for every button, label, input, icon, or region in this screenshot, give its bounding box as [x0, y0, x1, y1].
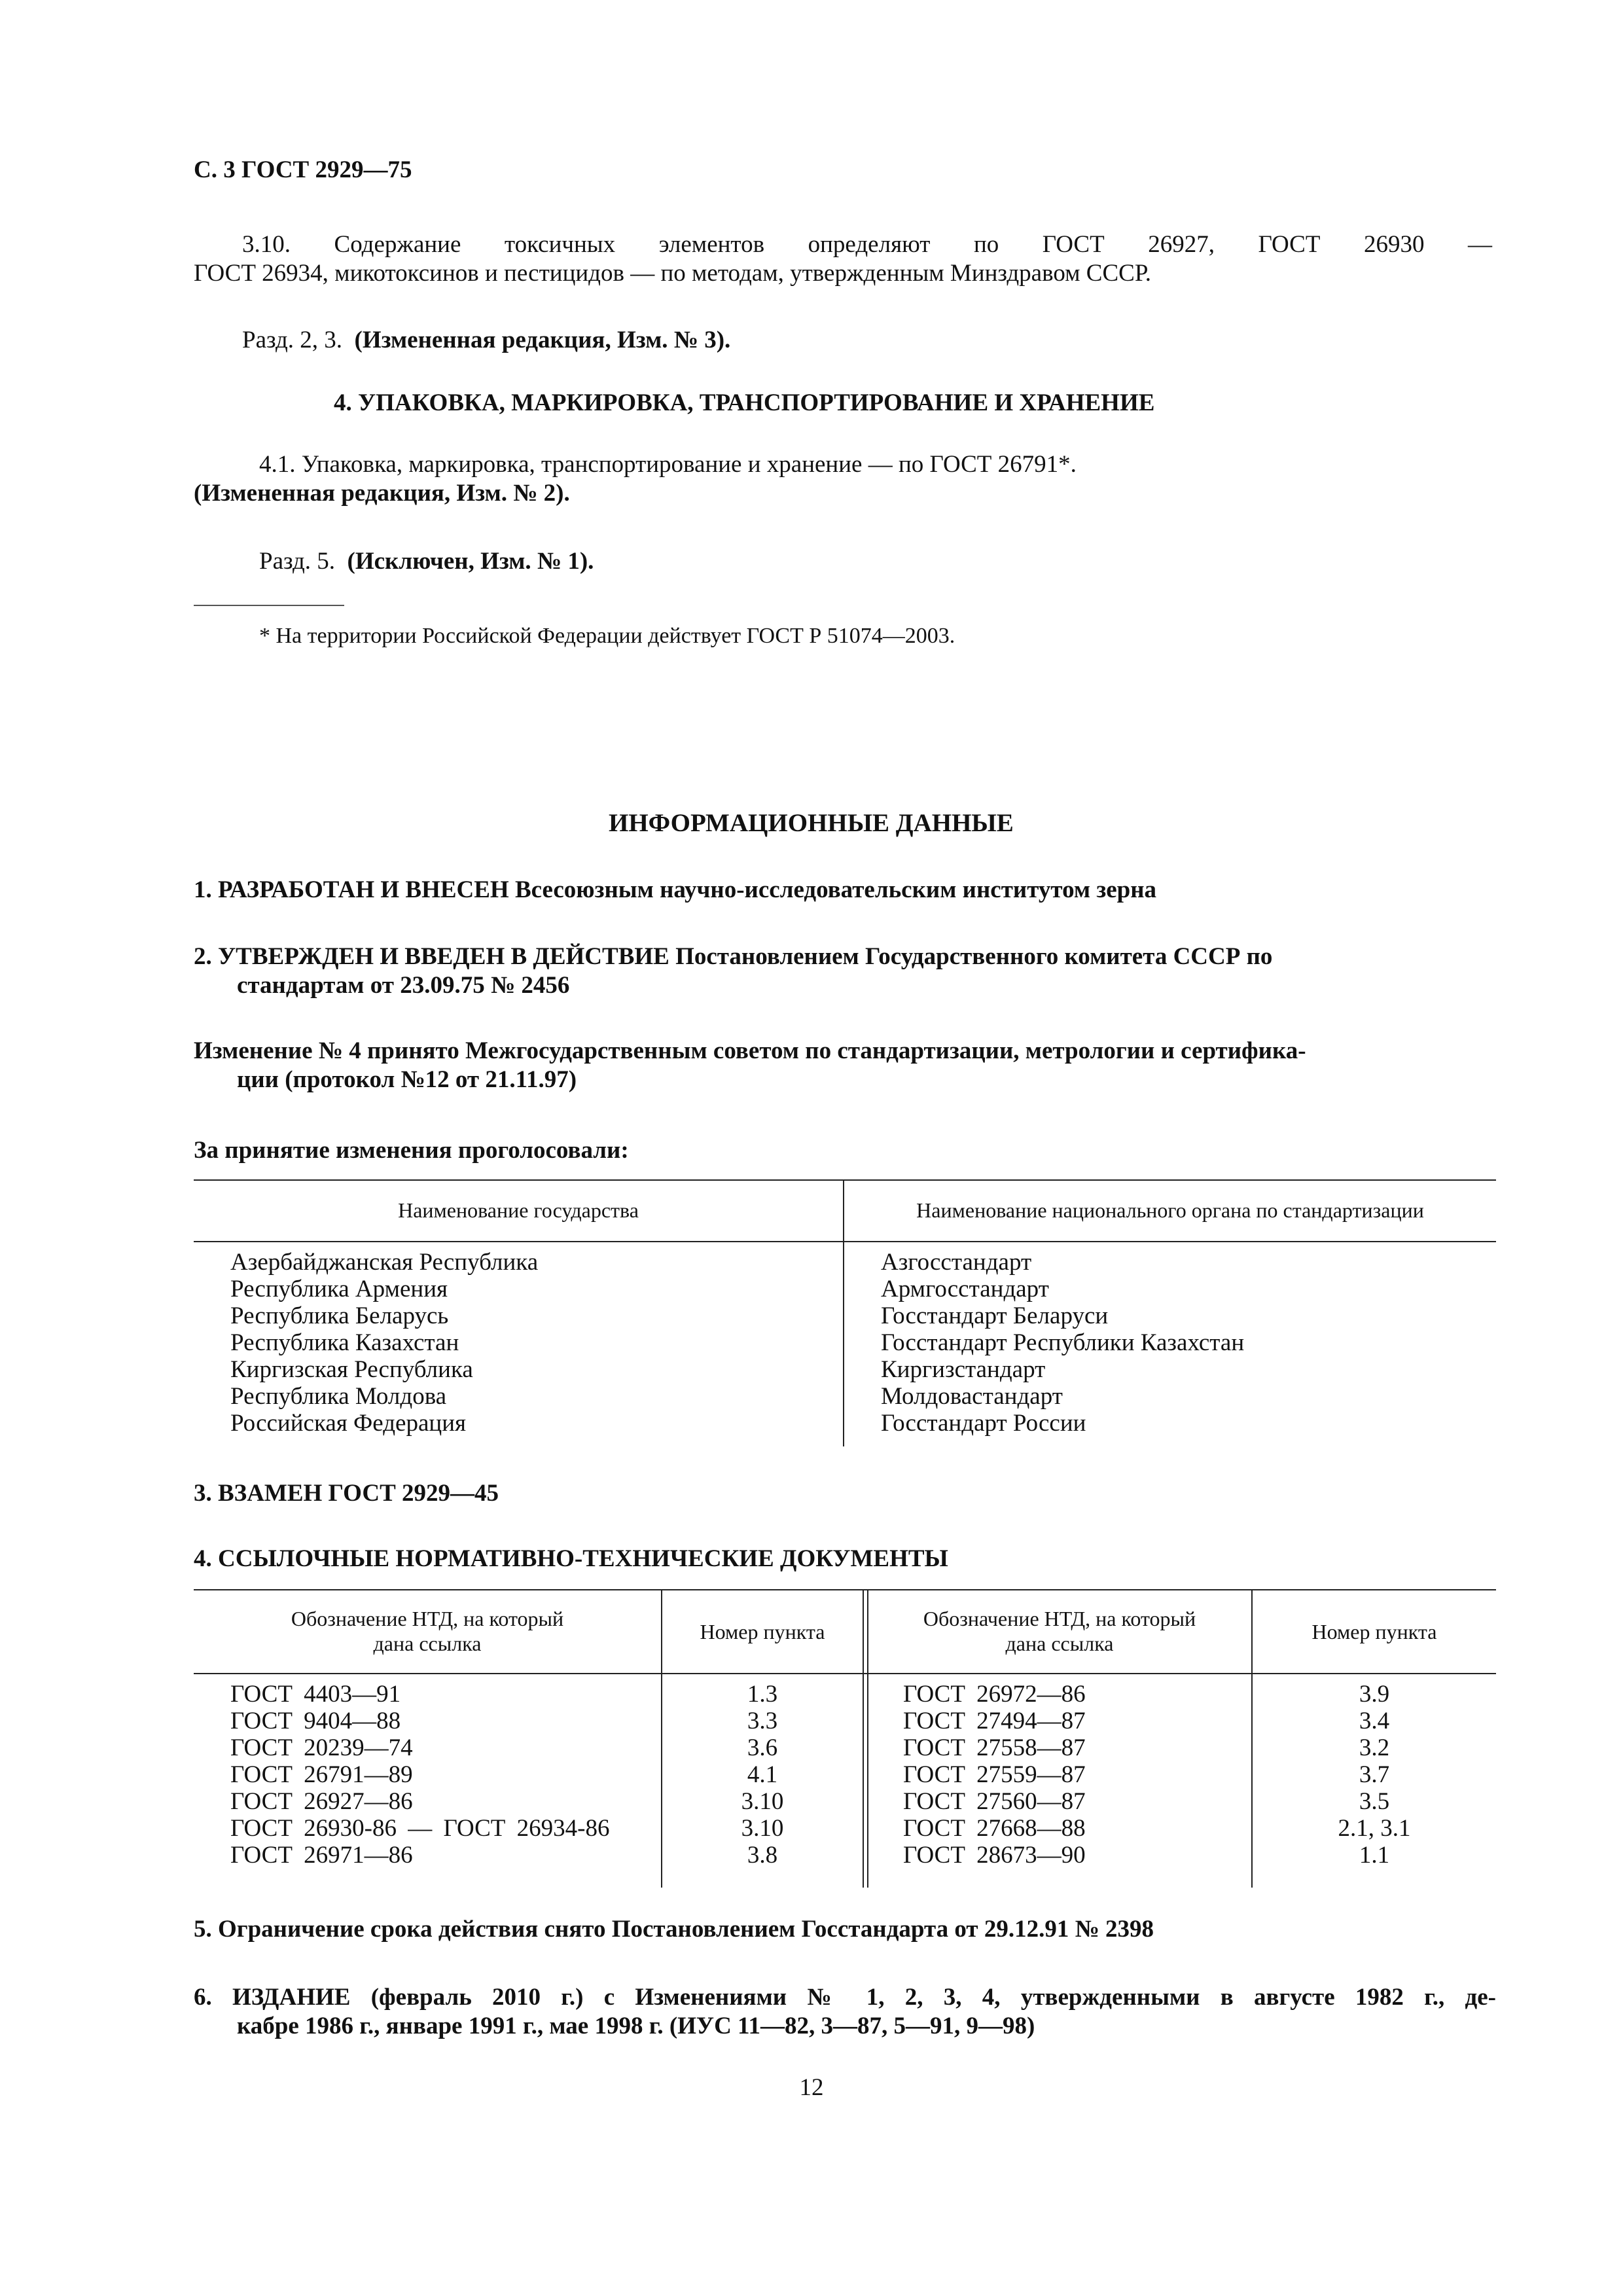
- ref-num: 3.2: [1359, 1734, 1390, 1761]
- page-header: С. 3 ГОСТ 2929—75: [194, 156, 412, 183]
- footnote-rule: [194, 605, 344, 606]
- ref-doc: ГОСТ 26971—86: [230, 1842, 413, 1869]
- ref-doc: ГОСТ 4403—91: [230, 1681, 401, 1708]
- ref-doc: ГОСТ 27494—87: [903, 1708, 1086, 1734]
- vote-state: Российская Федерация: [230, 1410, 467, 1437]
- ref-doc: ГОСТ 27668—88: [903, 1815, 1086, 1842]
- paragraph-4-1: 4.1. Упаковка, маркировка, транспортирование и хранение — по ГОСТ 26791*.: [259, 451, 1077, 478]
- info-item-5: 5. Ограничение срока действия снято Постановлением Госстандарта от 29.12.91 № 2398: [194, 1916, 1154, 1943]
- vote-state: Республика Армения: [230, 1276, 448, 1302]
- footnote: * На территории Российской Федерации действует ГОСТ Р 51074—2003.: [259, 624, 955, 648]
- info-item-6-line1: 6. ИЗДАНИЕ (февраль 2010 г.) с Изменениями № 1, 2, 3, 4, утвержденными в августе 1982 г., де-: [194, 1984, 1496, 2011]
- ref-doc: ГОСТ 27559—87: [903, 1761, 1086, 1788]
- page-number: 12: [799, 2074, 824, 2101]
- amendment-text: (Измененная редакция, Изм. № 3).: [354, 327, 731, 353]
- info-item-4: 4. ССЫЛОЧНЫЕ НОРМАТИВНО-ТЕХНИЧЕСКИЕ ДОКУМЕНТЫ: [194, 1545, 948, 1572]
- ref-doc: ГОСТ 28673—90: [903, 1842, 1086, 1869]
- vote-table-header-border: [194, 1241, 1496, 1242]
- ref-table-header-border: [194, 1673, 1496, 1674]
- ref-doc: ГОСТ 26972—86: [903, 1681, 1086, 1708]
- vote-table-bodies: [881, 1249, 1244, 1437]
- ref-doc: ГОСТ 27560—87: [903, 1788, 1086, 1815]
- section-5-note: [259, 547, 594, 576]
- ref-num: 3.10: [741, 1815, 784, 1842]
- vote-state: Киргизская Республика: [230, 1356, 473, 1383]
- ref-right-nums: [1253, 1681, 1496, 1869]
- ref-header-doc-left-line2: дана ссылка: [373, 1632, 482, 1655]
- amendment-note-sec2-3: [242, 326, 730, 355]
- ref-header-doc-right-line1: Обозначение НТД, на который: [923, 1607, 1196, 1630]
- vote-table-top-border: [194, 1179, 1496, 1181]
- paragraph-4-1-amendment: (Измененная редакция, Изм. № 2).: [194, 480, 570, 507]
- ref-doc: ГОСТ 9404—88: [230, 1708, 401, 1734]
- info-item-2-line2: стандартам от 23.09.75 № 2456: [237, 972, 570, 999]
- vote-body: Азгосстандарт: [881, 1249, 1032, 1276]
- vote-table-header-state: Наименование государства: [398, 1198, 639, 1222]
- ref-header-doc-left: [194, 1606, 661, 1656]
- ref-table-top-border: [194, 1589, 1496, 1590]
- ref-num: 3.3: [747, 1708, 778, 1734]
- vote-state: Республика Беларусь: [230, 1302, 449, 1329]
- ref-num: 2.1, 3.1: [1338, 1815, 1411, 1842]
- ref-doc: ГОСТ 26927—86: [230, 1788, 413, 1815]
- vote-state: Республика Молдова: [230, 1383, 447, 1410]
- ref-num: 4.1: [747, 1761, 778, 1788]
- info-item-6-line2: кабре 1986 г., январе 1991 г., мае 1998 г. (ИУС 11—82, 3—87, 5—91, 9—98): [237, 2013, 1035, 2039]
- ref-left-docs: [230, 1681, 609, 1869]
- vote-table-header-body: Наименование национального органа по стандартизации: [916, 1198, 1424, 1222]
- vote-body: Госстандарт России: [881, 1410, 1086, 1437]
- vote-body: Армгосстандарт: [881, 1276, 1049, 1302]
- vote-table-states: [230, 1249, 538, 1437]
- ref-num: 3.10: [741, 1788, 784, 1815]
- ref-header-doc-right-line2: дана ссылка: [1005, 1632, 1114, 1655]
- ref-right-docs: [903, 1681, 1086, 1869]
- vote-body: Киргизстандарт: [881, 1356, 1046, 1383]
- ref-num: 1.1: [1359, 1842, 1390, 1869]
- ref-doc: ГОСТ 20239—74: [230, 1734, 413, 1761]
- vote-body: Госстандарт Республики Казахстан: [881, 1329, 1245, 1356]
- vote-body: Молдовастандарт: [881, 1383, 1063, 1410]
- ref-num: 3.7: [1359, 1761, 1390, 1788]
- ref-num: 1.3: [747, 1681, 778, 1708]
- ref-header-doc-right: [868, 1606, 1251, 1656]
- ref-doc: ГОСТ 26930-86 — ГОСТ 26934-86: [230, 1815, 610, 1842]
- info-heading: ИНФОРМАЦИОННЫЕ ДАННЫЕ: [609, 809, 1014, 837]
- info-item-1: 1. РАЗРАБОТАН И ВНЕСЕН Всесоюзным научно-исследовательским институтом зерна: [194, 876, 1157, 903]
- voted-label: За принятие изменения проголосовали:: [194, 1137, 629, 1164]
- info-item-2-line1: 2. УТВЕРЖДЕН И ВВЕДЕН В ДЕЙСТВИЕ Постановлением Государственного комитета СССР по: [194, 943, 1273, 970]
- ref-num: 3.6: [747, 1734, 778, 1761]
- section-4-heading: 4. УПАКОВКА, МАРКИРОВКА, ТРАНСПОРТИРОВАНИЕ И ХРАНЕНИЕ: [334, 389, 1155, 416]
- ref-num: 3.8: [747, 1842, 778, 1869]
- ref-header-doc-left-line1: Обозначение НТД, на который: [291, 1607, 564, 1630]
- ref-num: 3.4: [1359, 1708, 1390, 1734]
- amendment-prefix: Разд. 2, 3.: [242, 327, 343, 353]
- ref-num: 3.9: [1359, 1681, 1390, 1708]
- section-5-text: (Исключен, Изм. № 1).: [347, 548, 594, 575]
- ref-num: 3.5: [1359, 1788, 1390, 1815]
- change-4-line2: ции (протокол №12 от 21.11.97): [237, 1066, 577, 1093]
- vote-body: Госстандарт Беларуси: [881, 1302, 1109, 1329]
- ref-left-nums: [662, 1681, 863, 1869]
- paragraph-3-10-line1: 3.10. Содержание токсичных элементов определяют по ГОСТ 26927, ГОСТ 26930 —: [242, 231, 1492, 258]
- vote-state: Республика Казахстан: [230, 1329, 459, 1356]
- section-5-prefix: Разд. 5.: [259, 548, 336, 575]
- ref-doc: ГОСТ 26791—89: [230, 1761, 413, 1788]
- change-4-line1: Изменение № 4 принято Межгосударственным советом по стандартизации, метрологии и сертифика-: [194, 1037, 1306, 1064]
- ref-header-num-right: Номер пункта: [1311, 1620, 1437, 1643]
- ref-doc: ГОСТ 27558—87: [903, 1734, 1086, 1761]
- ref-header-num-left: Номер пункта: [700, 1620, 825, 1643]
- info-item-3: 3. ВЗАМЕН ГОСТ 2929—45: [194, 1480, 499, 1507]
- paragraph-3-10-line2: ГОСТ 26934, микотоксинов и пестицидов — по методам, утвержденным Минздравом СССР.: [194, 260, 1152, 287]
- vote-state: Азербайджанская Республика: [230, 1249, 539, 1276]
